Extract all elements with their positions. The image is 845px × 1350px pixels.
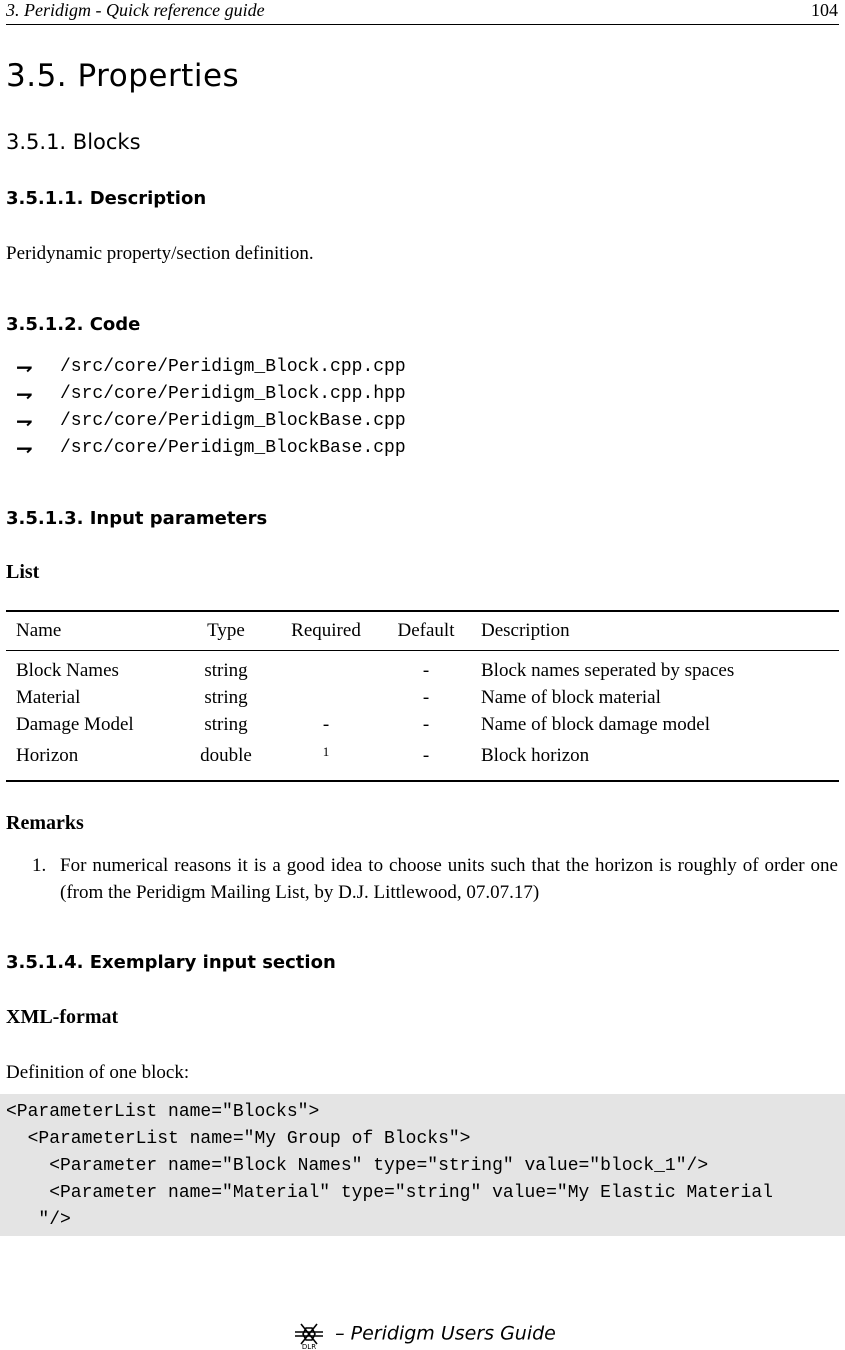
dlr-logo-icon: [289, 1318, 329, 1350]
remark-item: [32, 852, 838, 906]
xml-code: <ParameterList name="Blocks"> <ParameterList name="My Group of Blocks"> <Parameter name="Block Names" type="string" value="block_1"/> <Parameter name="Material" type="string" value="My Elastic Material "/>: [6, 1102, 773, 1230]
footnote-marker: 1: [322, 744, 330, 759]
xml-format-label: XML-format: [6, 1006, 119, 1028]
table-row: [6, 711, 839, 738]
code-file-path: /src/core/Peridigm_BlockBase.cpp: [60, 438, 406, 458]
cell-description: Block names seperated by spaces: [481, 660, 735, 681]
dlr-logo-text: DLR: [302, 1343, 317, 1350]
remark-number: 1.: [32, 855, 47, 876]
description-text: Peridynamic property/section definition.: [6, 243, 314, 264]
header-rule: [6, 24, 839, 25]
example-heading: 3.5.1.4. Exemplary input section: [6, 952, 336, 973]
cell-type: string: [204, 687, 248, 708]
list-item: [16, 382, 406, 406]
code-file-path: /src/core/Peridigm_BlockBase.cpp: [60, 411, 406, 431]
cell-description: Name of block material: [481, 687, 661, 708]
arrow-bullet-icon: ⇁: [16, 409, 33, 433]
column-header-default: Default: [397, 620, 455, 641]
list-item: [16, 436, 406, 460]
example-intro: Definition of one block:: [6, 1062, 190, 1083]
subsection-title: 3.5.1. Blocks: [6, 130, 141, 154]
code-file-path: /src/core/Peridigm_Block.cpp.hpp: [60, 384, 406, 404]
cell-name: Horizon: [16, 744, 79, 766]
column-header-type: Type: [207, 620, 245, 641]
cell-name: Damage Model: [16, 714, 134, 735]
cell-required: -: [322, 714, 330, 735]
description-heading: 3.5.1.1. Description: [6, 188, 207, 209]
cell-default: -: [422, 687, 430, 708]
page-footer: [0, 1318, 845, 1350]
cell-required: [271, 684, 381, 711]
cell-name: Material: [16, 687, 81, 708]
arrow-bullet-icon: ⇁: [16, 382, 33, 406]
running-header-title: 3. Peridigm - Quick reference guide: [6, 0, 265, 20]
arrow-bullet-icon: ⇁: [16, 436, 33, 460]
list-item: [16, 409, 406, 433]
cell-name: Block Names: [16, 660, 119, 681]
cell-type: string: [204, 714, 248, 735]
column-header-required: Required: [291, 620, 361, 641]
cell-type: string: [204, 660, 248, 681]
remarks-heading: Remarks: [6, 812, 84, 834]
list-item: [16, 355, 406, 379]
cell-description: Name of block damage model: [481, 714, 710, 735]
section-title: 3.5. Properties: [6, 58, 240, 94]
remark-text: For numerical reasons it is a good idea to choose units such that the horizon is roughly of order one (from the Peridigm Mailing List, by D.J. Littlewood, 07.07.17): [60, 855, 838, 903]
code-heading: 3.5.1.2. Code: [6, 314, 141, 335]
footer-text: – Peridigm Users Guide: [335, 1322, 556, 1345]
input-parameters-heading: 3.5.1.3. Input parameters: [6, 508, 268, 529]
column-header-name: Name: [16, 620, 62, 641]
table-row: [6, 738, 839, 781]
column-header-description: Description: [481, 620, 570, 641]
table-row: [6, 684, 839, 711]
code-file-path: /src/core/Peridigm_Block.cpp.cpp: [60, 357, 406, 377]
cell-default: -: [422, 744, 430, 766]
parameters-table: [6, 610, 839, 782]
list-label: List: [6, 561, 40, 583]
cell-type: double: [200, 744, 252, 766]
cell-default: -: [422, 714, 430, 735]
page-number: 104: [811, 0, 838, 20]
cell-description: Block horizon: [481, 744, 590, 766]
table-row: [6, 651, 839, 685]
cell-required: [271, 651, 381, 685]
table-header-row: [6, 611, 839, 651]
xml-code-block: [0, 1094, 845, 1236]
cell-default: -: [422, 660, 430, 681]
arrow-bullet-icon: ⇁: [16, 355, 33, 379]
